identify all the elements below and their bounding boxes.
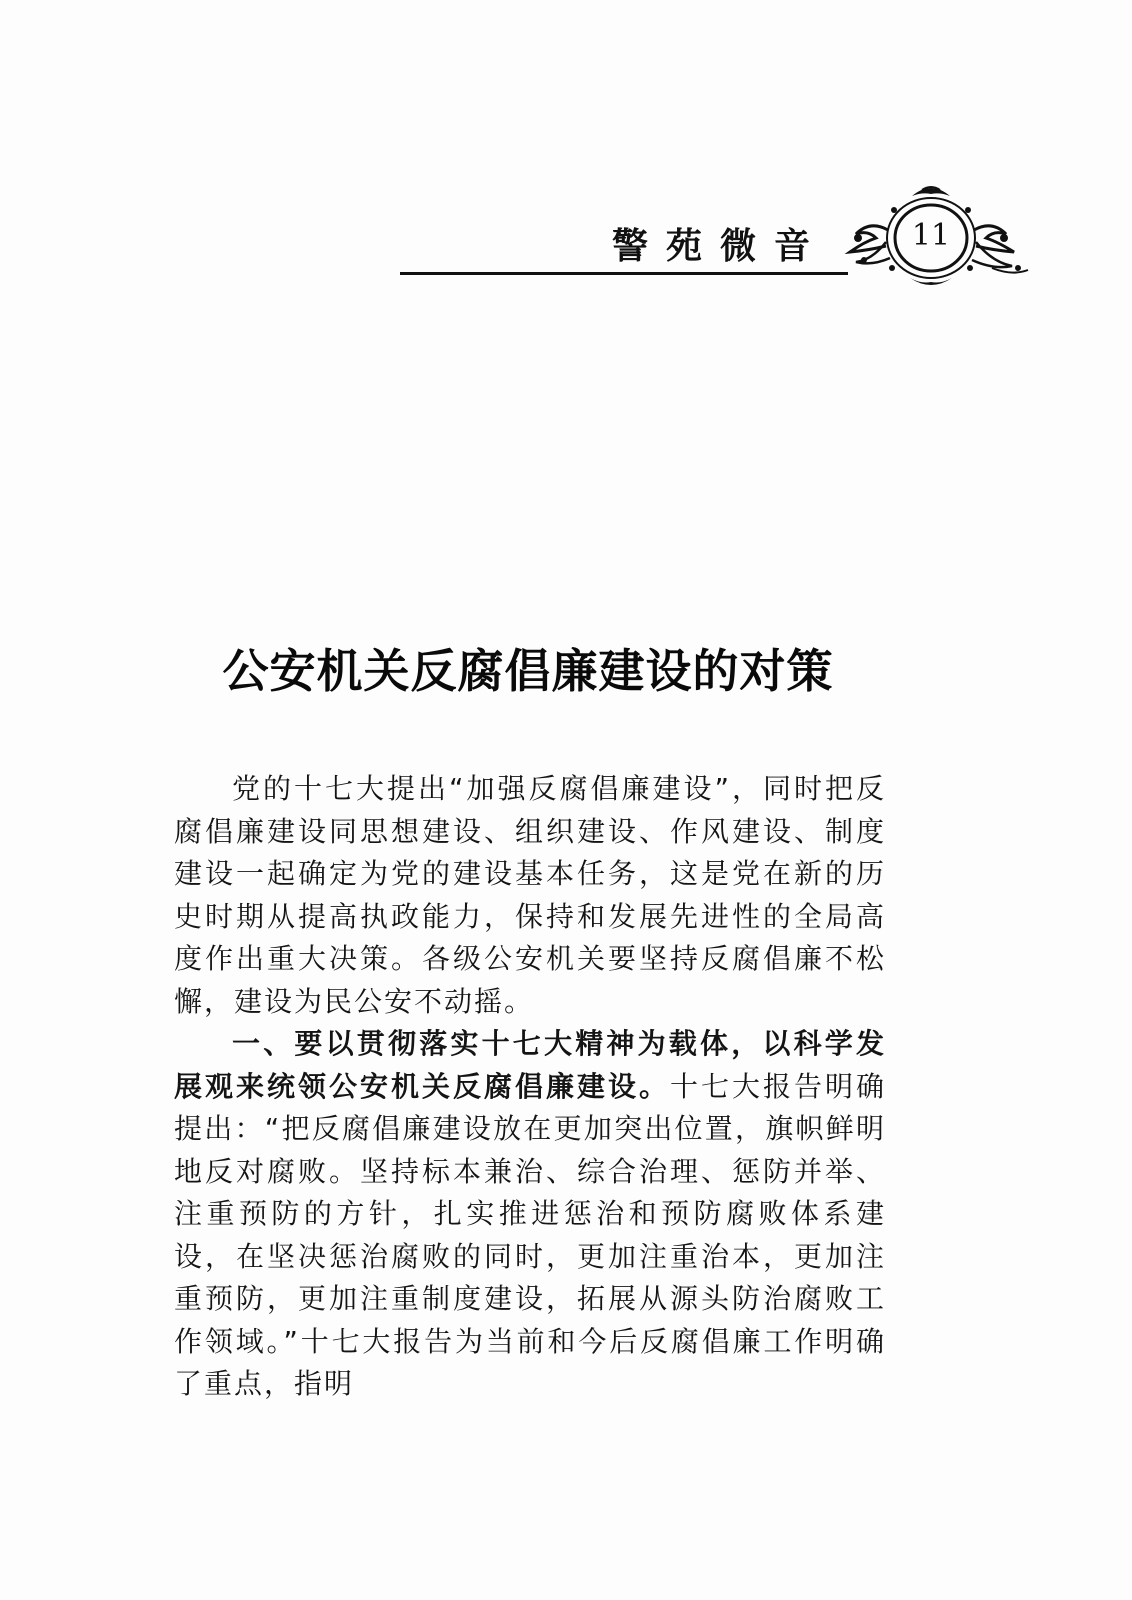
article-body [174, 768, 886, 1406]
page-number: 11 [911, 218, 951, 253]
paragraph-2 [174, 1023, 886, 1406]
article-title: 公安机关反腐倡廉建设的对策 [222, 643, 834, 698]
header-rule [400, 272, 848, 275]
column-title: 警苑微音 [612, 226, 829, 267]
paragraph-1-text: 党的十七大提出“加强反腐倡廉建设”，同时把反腐倡廉建设同思想建设、组织建设、作风建设、制度建设一起确定为党的建设基本任务，这是党在新的历史时期从提高执政能力，保持和发展先进性的全局高度作出重大决策。各级公安机关要坚持反腐倡廉不松懈，建设为民公安不动摇。 [174, 772, 886, 1018]
paragraph-2-text: 十七大报告明确提出：“把反腐倡廉建设放在更加突出位置，旗帜鲜明地反对腐败。坚持标本兼治、综合治理、惩防并举、注重预防的方针，扎实推进惩治和预防腐败体系建设，在坚决惩治腐败的同时，更加注重治本，更加注重预防，更加注重制度建设，拓展从源头防治腐败工作领域。”十七大报告为当前和今后反腐倡廉工作明确了重点，指明 [174, 1069, 886, 1400]
paragraph-1 [174, 768, 886, 1023]
paragraph-2-lead: 一、要以贯彻落实十七大精神为载体，以科学发展观来统领公安机关反腐倡廉建设。 [174, 1027, 886, 1103]
